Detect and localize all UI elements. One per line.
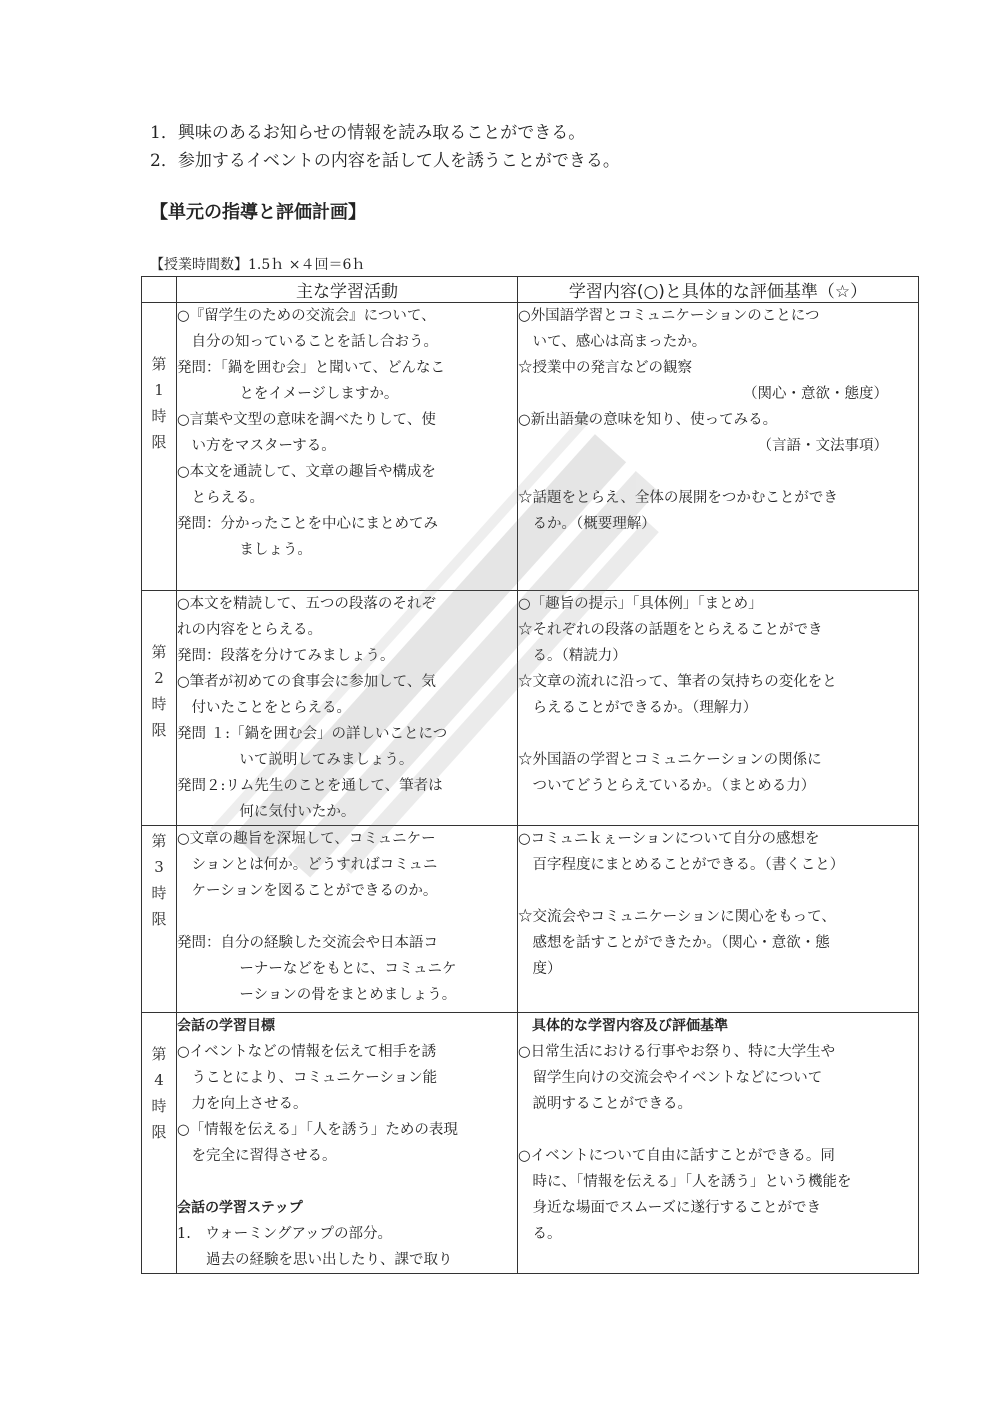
period-char: 時 bbox=[151, 1097, 167, 1115]
criteria-line: いて、感心は高まったか。 bbox=[532, 334, 707, 350]
activity-line: ましょう。 bbox=[239, 542, 312, 558]
criteria-line: ○イベントについて自由に話すことができる。同 bbox=[518, 1148, 835, 1164]
criteria-line: 時に、「情報を伝える」「人を誘う」という機能を bbox=[532, 1174, 852, 1190]
activity-line: 発問：自分の経験した交流会や日本語コ bbox=[177, 935, 438, 951]
period-char: 3 bbox=[154, 858, 164, 876]
criteria-cell bbox=[518, 1013, 919, 1274]
period-label bbox=[142, 303, 177, 591]
activities-cell bbox=[177, 826, 518, 1013]
criteria-line: ☆交流会やコミュニケーションに関心をもって、 bbox=[518, 909, 836, 925]
period-char: 第 bbox=[151, 355, 167, 373]
activity-line: ○筆者が初めての食事会に参加して、気 bbox=[177, 674, 436, 690]
criteria-cell bbox=[518, 591, 919, 826]
period-char: 限 bbox=[151, 721, 167, 739]
activity-line: ションとは何か。どうすればコミュニ bbox=[191, 857, 438, 873]
goal-item: 2．参加するイベントの内容を話して人を誘うことができる。 bbox=[150, 151, 620, 171]
header-activities: 主な学習活動 bbox=[177, 277, 518, 303]
period-char: 第 bbox=[151, 643, 167, 661]
criteria-cell bbox=[518, 826, 919, 1013]
learning-goals bbox=[150, 119, 620, 175]
activity-line: 発問２:リム先生のことを通して、筆者は bbox=[177, 778, 443, 794]
period-char: 時 bbox=[151, 695, 167, 713]
period-char: 時 bbox=[151, 407, 167, 425]
section-title: 【単元の指導と評価計画】 bbox=[150, 202, 366, 223]
criteria-line: ☆文章の流れに沿って、筆者の気持ちの変化をと bbox=[518, 674, 837, 690]
period-label bbox=[142, 591, 177, 826]
activity-line: ケーションを図ることができるのか。 bbox=[191, 883, 438, 899]
criteria-line: （言語・文法事項） bbox=[757, 438, 888, 454]
table-row bbox=[142, 1013, 919, 1274]
activity-line: 発問：分かったことを中心にまとめてみ bbox=[177, 516, 438, 532]
activity-line: れの内容をとらえる。 bbox=[177, 622, 322, 638]
criteria-line: ○新出語彙の意味を知り、使ってみる。 bbox=[518, 412, 778, 428]
table-row bbox=[142, 591, 919, 826]
activity-line: ○文章の趣旨を深堀して、コミュニケー bbox=[177, 831, 436, 847]
activity-heading: 会話の学習ステップ bbox=[177, 1200, 303, 1216]
period-char: 限 bbox=[151, 433, 167, 451]
criteria-line: 説明することができる。 bbox=[532, 1096, 692, 1112]
criteria-line: 感想を話すことができたか。（関心・意欲・態 bbox=[532, 935, 830, 951]
criteria-heading: 具体的な学習内容及び評価基準 bbox=[532, 1018, 728, 1034]
activity-line: を完全に習得させる。 bbox=[191, 1148, 337, 1164]
criteria-line: 身近な場面でスムーズに遂行することができ bbox=[532, 1200, 822, 1216]
table-header-row bbox=[142, 277, 919, 303]
period-label bbox=[142, 1013, 177, 1274]
header-criteria: 学習内容(○)と具体的な評価基準（☆） bbox=[518, 277, 919, 303]
criteria-line: 度） bbox=[532, 961, 562, 977]
table-row bbox=[142, 303, 919, 591]
criteria-line: ☆外国語の学習とコミュニケーションの関係に bbox=[518, 752, 822, 768]
activity-line: ○言葉や文型の意味を調べたりして、使 bbox=[177, 412, 436, 428]
criteria-line: ついてどうとらえているか。（まとめる力） bbox=[532, 778, 816, 794]
period-char: 第 bbox=[151, 832, 167, 850]
activity-line: 発問 １:「鍋を囲む会」の詳しいことにつ bbox=[177, 726, 448, 742]
plan-table bbox=[141, 276, 919, 1274]
activity-line: ○本文を通読して、文章の趣旨や構成を bbox=[177, 464, 436, 480]
activity-line: 何に気付いたか。 bbox=[239, 804, 356, 820]
criteria-cell bbox=[518, 303, 919, 591]
activity-line: ○『留学生のための交流会』について、 bbox=[177, 308, 436, 324]
activity-line: ーナーなどをもとに、コミュニケ bbox=[239, 961, 457, 977]
criteria-line: ○「趣旨の提示」「具体例」「まとめ」 bbox=[518, 596, 763, 612]
criteria-line: ○コミュニｋぇーションについて自分の感想を bbox=[518, 831, 820, 847]
activities-cell bbox=[177, 1013, 518, 1274]
criteria-line: 留学生向けの交流会やイベントなどについて bbox=[532, 1070, 823, 1086]
period-char: 4 bbox=[154, 1071, 164, 1089]
activity-line: うことにより、コミュニケーション能 bbox=[191, 1070, 438, 1086]
goal-item: 1．興味のあるお知らせの情報を読み取ることができる。 bbox=[150, 123, 586, 143]
criteria-line: （関心・意欲・態度） bbox=[743, 386, 888, 402]
activity-line: いて説明してみましょう。 bbox=[239, 752, 414, 768]
criteria-line: ○日常生活における行事やお祭り、特に大学生や bbox=[518, 1044, 836, 1060]
activity-line: 発問：段落を分けてみましょう。 bbox=[177, 648, 395, 664]
header-empty bbox=[142, 277, 177, 303]
period-char: 1 bbox=[154, 381, 164, 399]
period-label bbox=[142, 826, 177, 1013]
criteria-line: る。 bbox=[532, 1226, 562, 1242]
activities-cell bbox=[177, 303, 518, 591]
period-char: 第 bbox=[151, 1045, 167, 1063]
criteria-line: らえることができるか。（理解力） bbox=[532, 700, 758, 716]
activity-line: とらえる。 bbox=[191, 490, 264, 506]
activity-line: 自分の知っていることを話し合おう。 bbox=[191, 334, 438, 350]
period-char: 限 bbox=[151, 910, 167, 928]
criteria-line: ☆授業中の発言などの観察 bbox=[518, 360, 692, 376]
activity-line: 付いたことをとらえる。 bbox=[191, 700, 351, 716]
hours-note: 【授業時間数】1.5ｈ ×４回＝6ｈ bbox=[150, 257, 366, 273]
activity-line: 発問：「鍋を囲む会」と聞いて、どんなこ bbox=[177, 360, 445, 376]
activity-line: 力を向上させる。 bbox=[191, 1096, 308, 1112]
activity-line: 1. ウォーミングアップの部分。 bbox=[177, 1226, 392, 1242]
activity-line: ーションの骨をまとめましょう。 bbox=[239, 987, 457, 1003]
activity-line: ○「情報を伝える」「人を誘う」ための表現 bbox=[177, 1122, 458, 1138]
activity-line: とをイメージしますか。 bbox=[239, 386, 399, 402]
criteria-line: 百字程度にまとめることができる。（書くこと） bbox=[532, 857, 845, 873]
criteria-line: る。（精読力） bbox=[532, 648, 627, 664]
period-char: 時 bbox=[151, 884, 167, 902]
criteria-line: るか。（概要理解） bbox=[532, 516, 656, 532]
activities-cell bbox=[177, 591, 518, 826]
period-char: 限 bbox=[151, 1123, 167, 1141]
activity-line: 過去の経験を思い出したり、課で取り bbox=[206, 1252, 453, 1268]
period-char: 2 bbox=[154, 669, 164, 687]
activity-line: ○イベントなどの情報を伝えて相手を誘 bbox=[177, 1044, 437, 1060]
criteria-line: ○外国語学習とコミュニケーションのことにつ bbox=[518, 308, 820, 324]
activity-line: い方をマスターする。 bbox=[191, 438, 336, 454]
activity-line: ○本文を精読して、五つの段落のそれぞ bbox=[177, 596, 436, 612]
criteria-line: ☆話題をとらえ、全体の展開をつかむことができ bbox=[518, 490, 838, 506]
criteria-line: ☆それぞれの段落の話題をとらえることができ bbox=[518, 622, 823, 638]
activity-heading: 会話の学習目標 bbox=[177, 1018, 275, 1034]
table-row bbox=[142, 826, 919, 1013]
